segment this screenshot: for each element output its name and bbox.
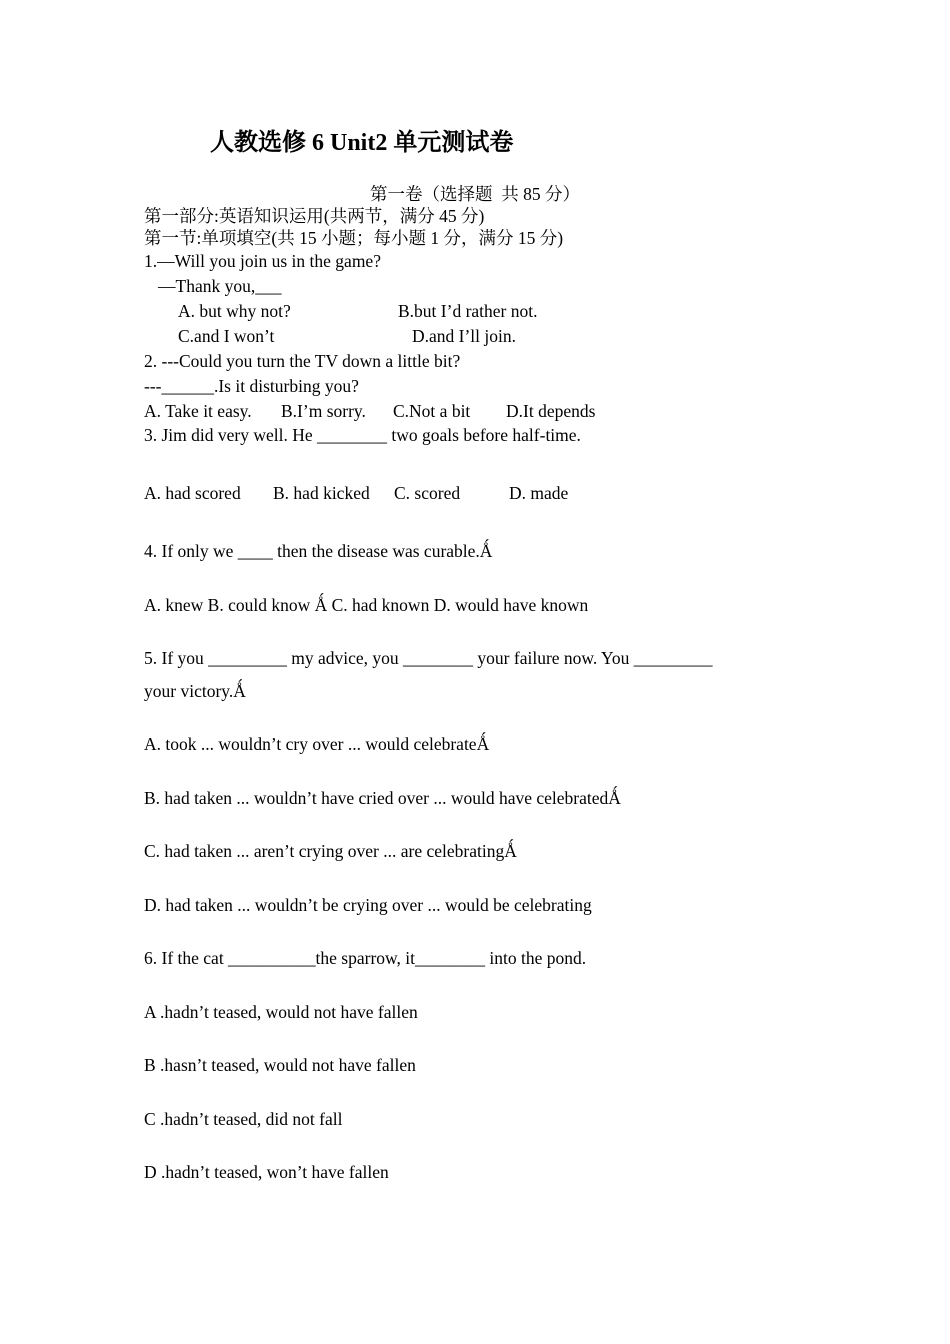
question-2-option-c: C.Not a bit <box>393 401 471 421</box>
question-2-option-a: A. Take it easy. <box>144 401 252 421</box>
question-5-option-c: C. had taken ... aren’t crying over ... are celebratingǺ <box>144 841 517 861</box>
part-heading: 第一部分:英语知识运用(共两节，满分 45 分) <box>144 206 485 226</box>
question-5-option-b: B. had taken ... wouldn’t have cried over ... would have celebratedǺ <box>144 788 621 808</box>
question-5-option-d: D. had taken ... wouldn’t be crying over ... would be celebrating <box>144 895 592 915</box>
question-1-option-c: C.and I won’t <box>178 326 275 346</box>
question-1-stem: 1.—Will you join us in the game? <box>144 251 381 271</box>
subpart-heading: 第一节:单项填空(共 15 小题；每小题 1 分，满分 15 分) <box>144 228 564 248</box>
question-3-option-c: C. scored <box>394 483 461 503</box>
question-2-option-b: B.I’m sorry. <box>281 401 366 421</box>
question-1-option-d: D.and I’ll join. <box>412 326 517 346</box>
question-6-option-c: C .hadn’t teased, did not fall <box>144 1109 343 1129</box>
question-6-option-b: B .hasn’t teased, would not have fallen <box>144 1055 416 1075</box>
volume-heading: 第一卷（选择题 共 85 分） <box>370 184 580 204</box>
question-1-reply: —Thank you,___ <box>158 276 282 296</box>
question-6-stem: 6. If the cat __________the sparrow, it________ into the pond. <box>144 948 587 968</box>
question-4-stem: 4. If only we ____ then the disease was curable.Ǻ <box>144 541 493 561</box>
question-5-stem-line-1: 5. If you _________ my advice, you ________ your failure now. You _________ <box>144 648 713 668</box>
question-3-option-d: D. made <box>509 483 569 503</box>
question-6-option-a: A .hadn’t teased, would not have fallen <box>144 1002 418 1022</box>
question-6-option-d: D .hadn’t teased, won’t have fallen <box>144 1162 389 1182</box>
question-2-option-d: D.It depends <box>506 401 596 421</box>
question-1-option-a: A. but why not? <box>178 301 291 321</box>
question-2-reply: ---______.Is it disturbing you? <box>144 376 359 396</box>
question-1-option-b: B.but I’d rather not. <box>398 301 538 321</box>
question-2-stem: 2. ---Could you turn the TV down a little bit? <box>144 351 461 371</box>
question-3-stem: 3. Jim did very well. He ________ two goals before half-time. <box>144 425 581 445</box>
question-5-option-a: A. took ... wouldn’t cry over ... would celebrateǺ <box>144 734 490 754</box>
question-5-stem-line-2: your victory.Ǻ <box>144 681 246 701</box>
question-3-option-a: A. had scored <box>144 483 241 503</box>
page-title: 人教选修 6 Unit2 单元测试卷 <box>210 130 514 156</box>
question-4-options: A. knew B. could know Ǻ C. had known D. would have known <box>144 595 589 615</box>
question-3-option-b: B. had kicked <box>273 483 370 503</box>
